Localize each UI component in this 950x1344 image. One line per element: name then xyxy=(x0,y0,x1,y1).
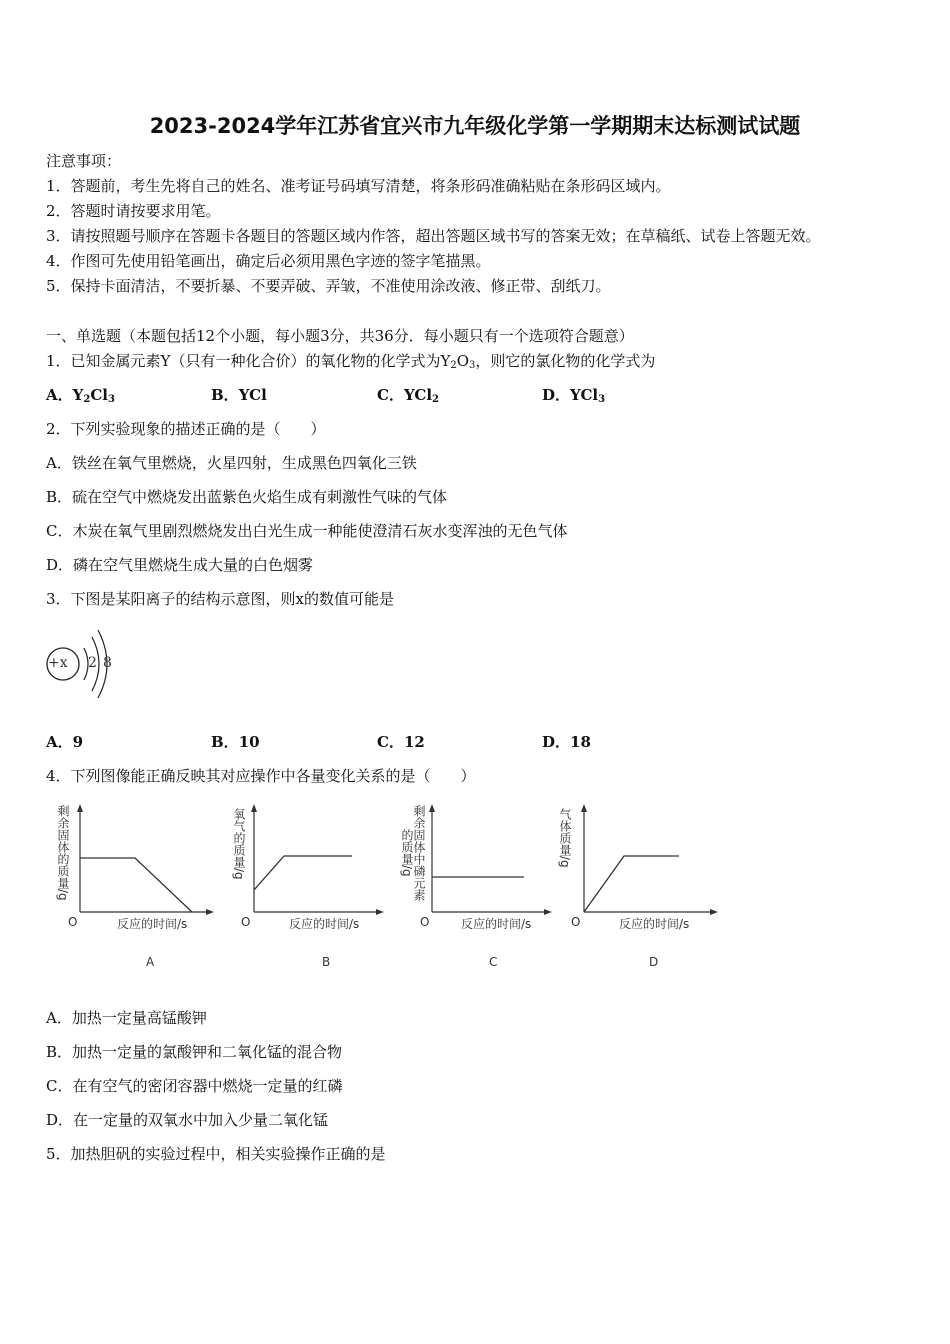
ion-nucleus-label: +x xyxy=(48,655,68,671)
graph-a-origin: O xyxy=(68,915,78,929)
graph-d-ylabel: 气体质量/g xyxy=(558,808,572,868)
graph-d-xlabel: 反应的时间/s xyxy=(619,917,690,931)
graph-d-curve xyxy=(584,856,679,912)
graph-b-ylabel: 氧气的质量/g xyxy=(232,808,246,880)
q2-option-b: B．硫在空气中燃烧发出蓝紫色火焰生成有刺激性气味的气体 xyxy=(46,488,448,506)
notes-item-2: 2．答题时请按要求用笔。 xyxy=(46,202,221,220)
section-heading: 一、单选题（本题包括12个小题，每小题3分，共36分．每小题只有一个选项符合题意） xyxy=(46,327,634,345)
ion-shell-1-label: 2 xyxy=(88,655,97,671)
q1-option-a: A．$Y_2Cl_3$ xyxy=(46,386,115,405)
notes-item-3: 3．请按照题号顺序在答题卡各题目的答题区域内作答，超出答题区域书写的答案无效；在草稿纸、试卷上答题无效。 xyxy=(46,227,821,245)
q1-option-c: C．YCl$_2$ xyxy=(377,386,440,405)
graph-c xyxy=(412,800,572,930)
q1-option-d: D．YCl$_3$ xyxy=(542,386,606,405)
page-title: 2023-2024学年江苏省宜兴市九年级化学第一学期期末达标测试试题 xyxy=(149,114,801,138)
question-3-stem: 3．下图是某阳离子的结构示意图，则x的数值可能是 xyxy=(46,590,395,608)
q1-option-b: B．YCl xyxy=(211,386,267,404)
question-4-stem: 4．下列图像能正确反映其对应操作中各量变化关系的是（ ） xyxy=(46,767,476,785)
graph-b-xlabel: 反应的时间/s xyxy=(289,917,360,931)
q4-option-d: D．在一定量的双氧水中加入少量二氧化锰 xyxy=(46,1111,329,1129)
notes-item-1: 1．答题前，考生先将自己的姓名、准考证号码填写清楚，将条形码准确粘贴在条形码区域内。 xyxy=(46,177,671,195)
q2-option-d: D．磷在空气里燃烧生成大量的白色烟雾 xyxy=(46,556,314,574)
q2-option-c: C．木炭在氧气里剧烈燃烧发出白光生成一种能使澄清石灰水变浑浊的无色气体 xyxy=(46,522,568,540)
graph-d-caption: D xyxy=(649,955,659,969)
question-1-stem: 1．已知金属元素Y（只有一种化合价）的氧化物的化学式为$Y_2O_3$，则它的氯化物的化学式为 xyxy=(46,352,656,371)
ion-shell-2-label: 8 xyxy=(103,655,112,671)
graph-d-origin: O xyxy=(571,915,581,929)
q3-option-c: C．12 xyxy=(377,733,425,751)
graph-c-origin: O xyxy=(420,915,430,929)
q4-option-a: A．加热一定量高锰酸钾 xyxy=(46,1009,207,1027)
question-2-stem: 2．下列实验现象的描述正确的是（ ） xyxy=(46,420,326,438)
graph-a-curve xyxy=(80,858,192,912)
q4-option-b: B．加热一定量的氯酸钾和二氧化锰的混合物 xyxy=(46,1043,343,1061)
notes-item-4: 4．作图可先使用铅笔画出，确定后必须用黑色字迹的签字笔描黑。 xyxy=(46,252,491,270)
graph-b-curve xyxy=(254,856,352,890)
graph-b-origin: O xyxy=(241,915,251,929)
graph-b xyxy=(232,800,392,930)
graph-c-xlabel: 反应的时间/s xyxy=(461,917,532,931)
graph-c-caption: C xyxy=(489,955,498,969)
graph-b-caption: B xyxy=(322,955,331,969)
q2-option-a: A．铁丝在氧气里燃烧，火星四射，生成黑色四氧化三铁 xyxy=(46,454,417,472)
notes-item-5: 5．保持卡面清洁，不要折暴、不要弄破、弄皱，不准使用涂改液、修正带、刮纸刀。 xyxy=(46,277,611,295)
graph-d xyxy=(566,800,726,930)
graph-c-ylabel: 剩余固体中磷元素的质量/g xyxy=(400,805,426,901)
notes-heading: 注意事项： xyxy=(46,152,122,170)
q3-option-b: B．10 xyxy=(211,733,260,751)
q4-option-c: C．在有空气的密闭容器中燃烧一定量的红磷 xyxy=(46,1077,343,1095)
graph-a xyxy=(60,800,220,930)
graph-a-xlabel: 反应的时间/s xyxy=(117,917,188,931)
question-5-stem: 5．加热胆矾的实验过程中，相关实验操作正确的是 xyxy=(46,1145,386,1163)
graph-a-caption: A xyxy=(146,955,155,969)
q3-option-a: A．9 xyxy=(46,733,84,751)
q3-option-d: D．18 xyxy=(542,733,591,751)
graph-a-ylabel: 剩余固体的质量/g xyxy=(56,805,70,901)
